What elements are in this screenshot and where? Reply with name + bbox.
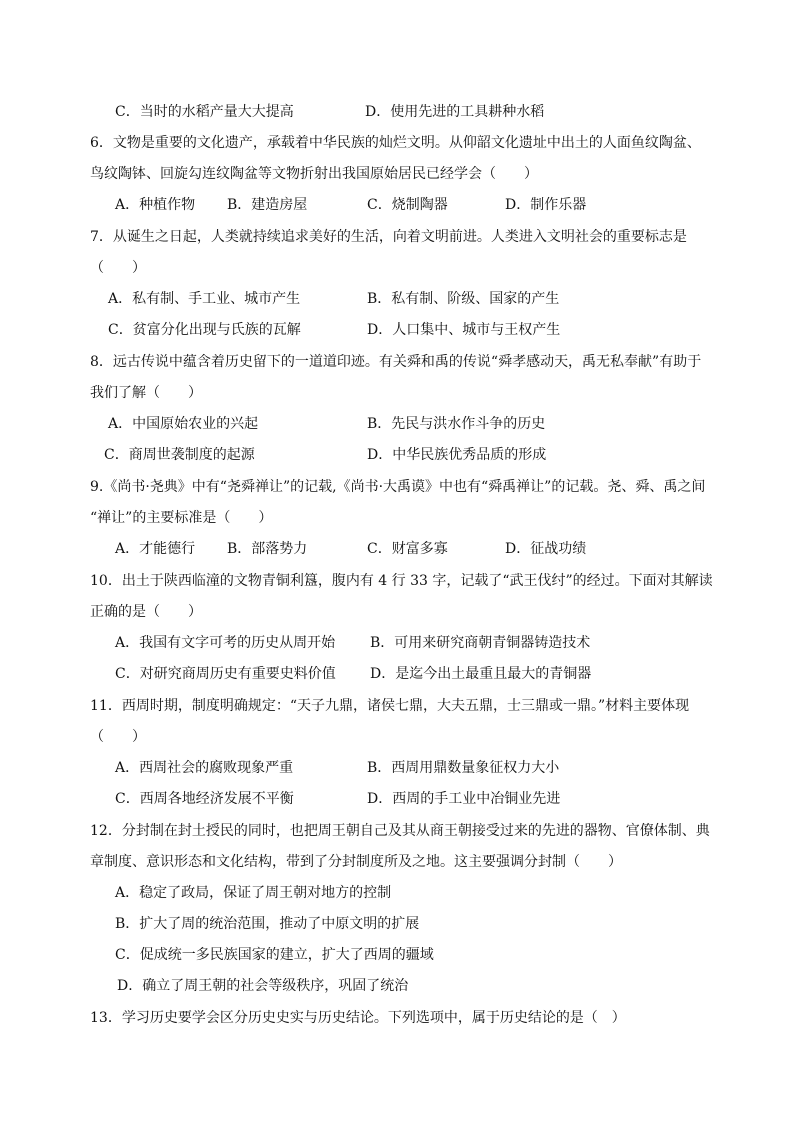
q5-option-c: C．当时的水稻产量大大提高 [115, 104, 294, 120]
q11-option-a: A．西周社会的腐败现象严重 [115, 760, 294, 776]
q9-option-a: A．才能德行 [115, 541, 196, 557]
q10-option-b: B．可用来研究商朝青铜器铸造技术 [370, 635, 591, 651]
q6-option-d: D．制作乐器 [505, 197, 587, 213]
q11-stem-line1: 11．西周时期，制度明确规定：“天子九鼎，诸侯七鼎，大夫五鼎，士三鼎或一鼎。”材料主要体现 [90, 698, 690, 714]
q9-stem-line1: 9.《尚书·尧典》中有“尧舜禅让”的记载,《尚书·大禹谟》中也有“舜禹禅让”的记载。尧、舜、禹之间 [90, 479, 706, 495]
q11-stem-line2: （ ） [90, 729, 146, 745]
q8-option-a: A．中国原始农业的兴起 [108, 416, 259, 432]
q5-option-d: D．使用先进的工具耕种水稻 [365, 104, 545, 120]
q6-option-c: C．烧制陶器 [367, 197, 448, 213]
q11-option-b: B．西周用鼎数量象征权力大小 [367, 760, 560, 776]
q12-option-a: A．稳定了政局，保证了周王朝对地方的控制 [115, 885, 392, 901]
q8-stem-line1: 8．远古传说中蕴含着历史留下的一道道印迹。有关舜和禹的传说“舜孝感动天，禹无私奉献”有助于 [90, 354, 702, 370]
q13-stem-line1: 13．学习历史要学会区分历史史实与历史结论。下列选项中，属于历史结论的是（ ） [90, 1010, 626, 1026]
q7-stem-line1: 7．从诞生之日起，人类就持续追求美好的生活，向着文明前进。人类进入文明社会的重要标志是 [90, 229, 687, 245]
q11-option-c: C．西周各地经济发展不平衡 [115, 791, 294, 807]
q9-option-d: D．征战功绩 [505, 541, 587, 557]
q9-stem-line2: “禅让”的主要标准是（ ） [90, 510, 273, 526]
q12-option-b: B．扩大了周的统治范围，推动了中原文明的扩展 [115, 916, 420, 932]
q8-option-c: C．商周世袭制度的起源 [104, 447, 255, 463]
q7-option-a: A．私有制、手工业、城市产生 [108, 291, 301, 307]
q8-stem-line2: 我们了解（ ） [90, 385, 202, 401]
q7-option-b: B．私有制、阶级、国家的产生 [367, 291, 560, 307]
q7-option-d: D．人口集中、城市与王权产生 [367, 322, 561, 338]
q7-stem-line2: （ ） [90, 260, 146, 276]
q12-stem-line1: 12．分封制在封土授民的同时，也把周王朝自己及其从商王朝接受过来的先进的器物、官僚体制、典 [90, 823, 710, 839]
q9-option-b: B．部落势力 [227, 541, 308, 557]
q10-option-c: C．对研究商周历史有重要史料价值 [115, 666, 336, 682]
q6-option-b: B．建造房屋 [227, 197, 308, 213]
q12-option-d: D．确立了周王朝的社会等级秩序，巩固了统治 [117, 978, 409, 994]
q6-option-a: A．种植作物 [115, 197, 196, 213]
q8-option-b: B．先民与洪水作斗争的历史 [367, 416, 546, 432]
q12-option-c: C．促成统一多民族国家的建立，扩大了西周的疆域 [115, 947, 434, 963]
q10-stem-line1: 10．出土于陕西临潼的文物青铜利簋，腹内有 4 行 33 字，记载了“武王伐纣”的经过。下面对其解读 [90, 573, 713, 589]
q6-stem-line2: 鸟纹陶钵、回旋勾连纹陶盆等文物折射出我国原始居民已经学会（ ） [90, 166, 538, 182]
q12-stem-line2: 章制度、意识形态和文化结构，带到了分封制度所及之地。这主要强调分封制（ ） [90, 854, 622, 870]
q7-option-c: C．贫富分化出现与氏族的瓦解 [108, 322, 301, 338]
q9-option-c: C．财富多寡 [367, 541, 448, 557]
q10-option-a: A．我国有文字可考的历史从周开始 [115, 635, 336, 651]
q8-option-d: D．中华民族优秀品质的形成 [367, 447, 547, 463]
q10-option-d: D．是迄今出土最重且最大的青铜器 [370, 666, 592, 682]
q10-stem-line2: 正确的是（ ） [90, 604, 202, 620]
q11-option-d: D．西周的手工业中冶铜业先进 [367, 791, 561, 807]
q6-stem-line1: 6．文物是重要的文化遗产，承载着中华民族的灿烂文明。从仰韶文化遗址中出土的人面鱼纹陶盆、 [90, 135, 701, 151]
